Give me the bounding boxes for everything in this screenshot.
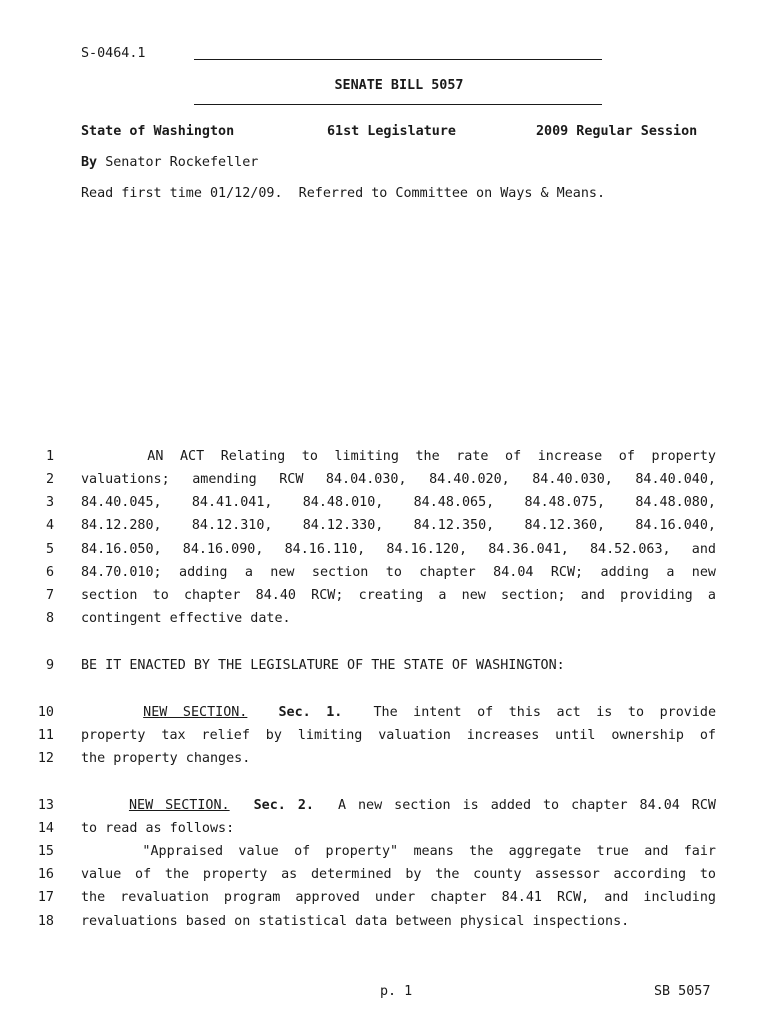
bill-line: AN ACT Relating to limiting the rate of increase of property (81, 449, 716, 464)
section-1-heading (81, 705, 716, 720)
enacting-clause: BE IT ENACTED BY THE LEGISLATURE OF THE STATE OF WASHINGTON: (81, 658, 565, 673)
state-label: State of Washington (81, 124, 235, 139)
new-section-label: NEW SECTION. (143, 705, 248, 720)
sponsor-line (81, 155, 258, 170)
section-number: Sec. 1. (278, 705, 343, 720)
bill-line: 84.12.280, 84.12.310, 84.12.330, 84.12.350, 84.12.360, 84.16.040, (81, 518, 716, 533)
bill-line: "Appraised value of property" means the aggregate true and fair (81, 844, 716, 859)
bill-line: valuations; amending RCW 84.04.030, 84.40.020, 84.40.030, 84.40.040, (81, 472, 716, 487)
bill-line: The intent of this act is to provide (342, 705, 717, 720)
line-number: 11 (37, 728, 54, 743)
line-number: 3 (45, 495, 54, 510)
footer-bill-ref: SB 5057 (654, 984, 711, 999)
line-number: 7 (45, 588, 54, 603)
bill-line: contingent effective date. (81, 611, 291, 626)
bill-line: property tax relief by limiting valuation increases until ownership of (81, 728, 716, 743)
line-number: 6 (45, 565, 54, 580)
line-number: 5 (45, 542, 54, 557)
session-label: 2009 Regular Session (536, 124, 698, 139)
sponsor-name: Senator Rockefeller (105, 155, 259, 170)
bill-line: 84.70.010; adding a new section to chapter 84.04 RCW; adding a new (81, 565, 716, 580)
line-number: 14 (37, 821, 54, 836)
line-number: 4 (45, 518, 54, 533)
page-number: p. 1 (380, 984, 413, 999)
bill-line: the revaluation program approved under chapter 84.41 RCW, and including (81, 890, 716, 905)
line-number: 16 (37, 867, 54, 882)
line-number: 17 (37, 890, 54, 905)
bill-line: 84.40.045, 84.41.041, 84.48.010, 84.48.065, 84.48.075, 84.48.080, (81, 495, 716, 510)
line-number: 9 (45, 658, 54, 673)
line-number: 1 (45, 449, 54, 464)
top-rule (194, 59, 602, 60)
line-number: 10 (37, 705, 54, 720)
bill-line: A new section is added to chapter 84.04 RCW (313, 798, 716, 813)
section-2-heading (81, 798, 716, 813)
line-number: 18 (37, 914, 54, 929)
bill-line: revaluations based on statistical data between physical inspections. (81, 914, 630, 929)
section-number: Sec. 2. (253, 798, 314, 813)
read-first-line: Read first time 01/12/09. Referred to Committee on Ways & Means. (81, 186, 606, 201)
line-number: 13 (37, 798, 54, 813)
document-code: S-0464.1 (81, 46, 146, 61)
bill-line: 84.16.050, 84.16.090, 84.16.110, 84.16.120, 84.36.041, 84.52.063, and (81, 542, 716, 557)
bill-line: value of the property as determined by the county assessor according to (81, 867, 716, 882)
legislature-label: 61st Legislature (327, 124, 456, 139)
line-number: 12 (37, 751, 54, 766)
bill-line: section to chapter 84.40 RCW; creating a new section; and providing a (81, 588, 716, 603)
bill-title: SENATE BILL 5057 (334, 78, 464, 93)
bill-line: the property changes. (81, 751, 251, 766)
line-number: 2 (45, 472, 54, 487)
bill-line: to read as follows: (81, 821, 235, 836)
line-number: 15 (37, 844, 54, 859)
line-number: 8 (45, 611, 54, 626)
new-section-label: NEW SECTION. (128, 798, 230, 813)
by-label: By (81, 155, 98, 170)
title-rule (194, 104, 602, 105)
